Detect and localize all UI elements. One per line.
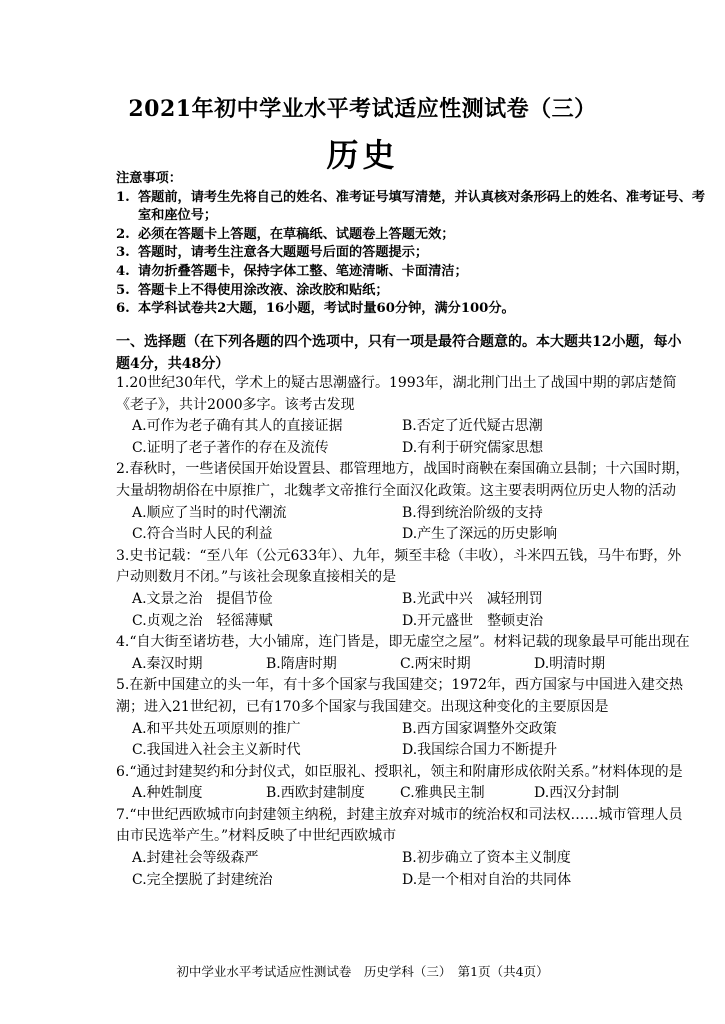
answer-option: C.证明了老子著作的存在及流传 <box>132 439 329 456</box>
question-stem: 6.“通过封建契约和分封仪式，如臣服礼、授职礼，领主和附庸形成依附关系。”材料体现的是 <box>116 763 683 780</box>
question-stem: 2.春秋时，一些诸侯国开始设置县、郡管理地方，战国时商鞅在秦国确立县制；十六国时期，大量胡物胡俗在中原推广，北魏孝文帝推行全面汉化政策。这主要表明两位历史人物的活动 <box>116 461 690 499</box>
section-heading: 一、选择题（在下列各题的四个选项中，只有一项是最符合题意的。本大题共12小题，每小题4分，共48分） <box>116 334 682 372</box>
note-number: 3. <box>116 245 130 261</box>
subject-title: 历史 <box>326 136 399 174</box>
question <box>116 675 691 761</box>
option-list <box>116 503 691 546</box>
answer-option: D.产生了深远的历史影响 <box>402 526 558 543</box>
answer-option: B.隋唐时期 <box>266 655 337 672</box>
notes-list <box>116 189 706 319</box>
option-list <box>116 719 691 762</box>
notes-block <box>116 170 706 319</box>
question-stem: 3.史书记载：“至八年（公元633年）、九年，频至丰稔（丰收），斗米四五钱，马牛布野，外户动则数月不闭。”与该社会现象直接相关的是 <box>116 547 682 586</box>
note-item <box>116 189 706 226</box>
answer-option: A.和平共处五项原则的推广 <box>132 720 301 737</box>
question <box>116 546 691 632</box>
answer-option: A.秦汉时期 <box>132 655 203 672</box>
note-text: 本学科试卷共2大题，16小题，考试时量60分钟，满分100分。 <box>138 301 515 317</box>
question <box>116 632 691 675</box>
question-stem: 4.“自大街至诸坊巷，大小铺席，连门皆是，即无虚空之屋”。材料记载的现象最早可能出现在 <box>116 634 690 651</box>
answer-option: A.可作为老子确有其人的直接证据 <box>132 418 343 435</box>
note-text: 答题卡上不得使用涂改液、涂改胶和贴纸； <box>138 282 389 298</box>
answer-option: D.开元盛世 整顿吏治 <box>402 612 544 629</box>
note-item <box>116 244 706 263</box>
note-number: 6. <box>116 301 130 317</box>
note-item <box>116 282 706 301</box>
answer-option: B.西方国家调整外交政策 <box>402 720 557 737</box>
option-list <box>116 783 691 805</box>
note-item <box>116 226 706 245</box>
answer-option: B.光武中兴 减轻刑罚 <box>402 590 543 607</box>
question <box>116 459 691 545</box>
option-list <box>116 654 691 676</box>
notes-heading: 注意事项： <box>116 171 182 186</box>
note-item <box>116 263 706 282</box>
answer-option: D.明清时期 <box>534 655 606 672</box>
answer-option: B.西欧封建制度 <box>266 785 365 802</box>
option-list <box>116 589 691 632</box>
note-item <box>116 300 706 319</box>
note-text: 必须在答题卡上答题，在草稿纸、试题卷上答题无效； <box>138 226 455 242</box>
note-number: 2. <box>116 226 130 242</box>
answer-option: D.西汉分封制 <box>534 785 620 802</box>
exam-title: 2021年初中学业水平考试适应性测试卷（三） <box>128 96 597 122</box>
answer-option: C.雅典民主制 <box>400 785 485 802</box>
question-stem: 1.20世纪30年代，学术上的疑古思潮盛行。1993年，湖北荆门出土了战国中期的郭店楚简《老子》，共计2000多字。该考古发现 <box>116 375 677 413</box>
answer-option: B.初步确立了资本主义制度 <box>402 850 571 867</box>
option-list <box>116 848 691 891</box>
question-stem: 5.在新中国建立的头一年，有十多个国家与我国建交；1972年，西方国家与中国进入建交热潮；进入21世纪初，已有170多个国家与我国建交。出现这种变化的主要原因是 <box>116 677 683 715</box>
answer-option: A.顺应了当时的时代潮流 <box>132 504 287 521</box>
answer-option: A.封建社会等级森严 <box>132 850 259 867</box>
note-number: 4. <box>116 263 130 279</box>
answer-option: B.否定了近代疑古思潮 <box>402 418 543 435</box>
page-footer: 初中学业水平考试适应性测试卷 历史学科（三） 第1页（共4页） <box>176 964 549 979</box>
answer-option: C.完全摆脱了封建统治 <box>132 871 273 888</box>
answer-option: D.我国综合国力不断提升 <box>402 742 558 759</box>
question <box>116 762 691 805</box>
note-number: 1. <box>116 189 130 205</box>
answer-option: C.符合当时人民的利益 <box>132 526 273 543</box>
question-list <box>116 373 691 891</box>
note-text: 请勿折叠答题卡，保持字体工整、笔迹清晰、卡面清洁； <box>138 263 468 279</box>
option-list <box>116 416 691 459</box>
note-number: 5. <box>116 282 130 298</box>
note-text: 答题前，请考生先将自己的姓名、准考证号填写清楚，并认真核对条形码上的姓名、准考证号、考室和座位号； <box>138 189 706 224</box>
note-text: 答题时，请考生注意各大题题号后面的答题提示； <box>138 245 429 261</box>
question <box>116 373 691 459</box>
answer-option: C.两宋时期 <box>400 655 471 672</box>
answer-option: C.我国进入社会主义新时代 <box>132 742 301 759</box>
question-stem: 7.“中世纪西欧城市向封建领主纳税，封建主放弃对城市的统治权和司法权……城市管理人员由市民选举产生。”材料反映了中世纪西欧城市 <box>116 806 683 845</box>
question <box>116 805 691 891</box>
answer-option: A.文景之治 提倡节俭 <box>132 590 273 607</box>
answer-option: D.是一个相对自治的共同体 <box>402 871 572 888</box>
answer-option: D.有利于研究儒家思想 <box>402 439 544 456</box>
answer-option: A.种姓制度 <box>132 785 203 802</box>
answer-option: C.贞观之治 轻徭薄赋 <box>132 612 273 629</box>
answer-option: B.得到统治阶级的支持 <box>402 504 543 521</box>
